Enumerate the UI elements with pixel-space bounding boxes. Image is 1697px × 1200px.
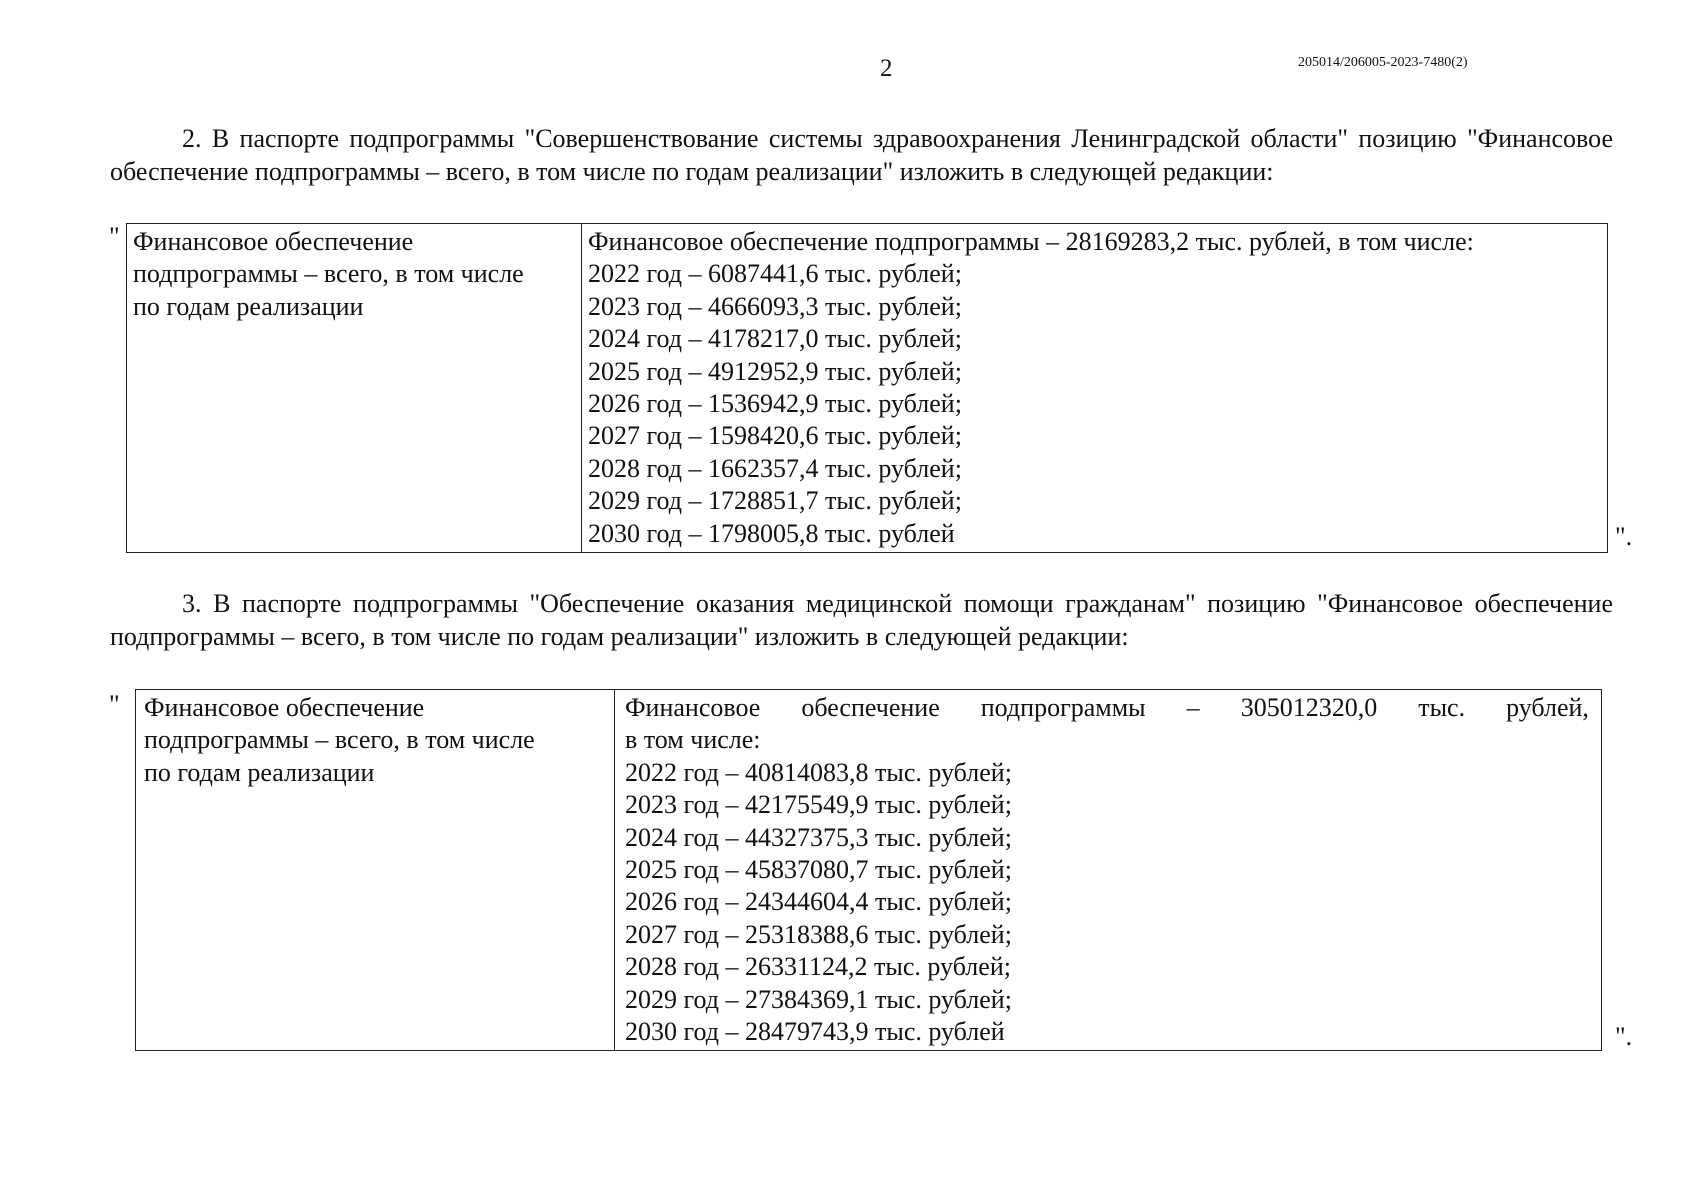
- label-line: по годам реализации: [133, 291, 364, 321]
- section-2-paragraph: [110, 122, 1613, 188]
- year-line: 2022 год – 40814083,8 тыс. рублей;: [625, 757, 1012, 787]
- year-line: 2026 год – 24344604,4 тыс. рублей;: [625, 887, 1012, 917]
- year-line: 2023 год – 42175549,9 тыс. рублей;: [625, 790, 1012, 820]
- year-line: 2027 год – 1598420,6 тыс. рублей;: [588, 421, 962, 451]
- year-line: 2025 год – 4912952,9 тыс. рублей;: [588, 356, 962, 386]
- total-line: [625, 692, 1589, 724]
- value-cell: [615, 690, 1602, 1051]
- total-word: рублей,: [1506, 693, 1589, 722]
- year-line: 2029 год – 27384369,1 тыс. рублей;: [625, 984, 1012, 1014]
- page-number: 2: [880, 55, 893, 82]
- total-line: Финансовое обеспечение подпрограммы – 28169283,2 тыс. рублей, в том числе:: [588, 227, 1474, 256]
- year-line: 2030 год – 28479743,9 тыс. рублей: [625, 1017, 1005, 1047]
- section-2-close-quote: ".: [1615, 522, 1633, 551]
- total-word: –: [1186, 693, 1200, 722]
- year-line: 2024 год – 4178217,0 тыс. рублей;: [588, 324, 962, 354]
- label-line: подпрограммы – всего, в том числе: [144, 725, 535, 755]
- section-3-close-quote: ".: [1615, 1022, 1633, 1051]
- section-2-open-quote: ": [109, 222, 120, 251]
- section-3-open-quote: ": [109, 690, 120, 719]
- year-line: 2024 год – 44327375,3 тыс. рублей;: [625, 822, 1012, 852]
- year-line: 2022 год – 6087441,6 тыс. рублей;: [588, 259, 962, 289]
- total-word: тыс.: [1418, 693, 1466, 722]
- year-line: 2028 год – 1662357,4 тыс. рублей;: [588, 453, 962, 483]
- total-word: 305012320,0: [1240, 693, 1378, 722]
- year-line: 2023 год – 4666093,3 тыс. рублей;: [588, 291, 962, 321]
- total-word: подпрограммы: [980, 693, 1146, 722]
- year-line: 2030 год – 1798005,8 тыс. рублей: [588, 518, 955, 548]
- label-cell: [136, 690, 615, 1051]
- section-3-paragraph: [110, 587, 1613, 653]
- year-line: 2027 год – 25318388,6 тыс. рублей;: [625, 919, 1012, 949]
- section-3-passport-table: [135, 689, 1602, 1051]
- table-row: [127, 224, 1608, 553]
- section-3-paragraph-text: 3. В паспорте подпрограммы "Обеспечение оказания медицинской помощи гражданам" позицию "Финансовое обеспечение подпрограммы – всего, в том числе по годам реализации" изложить в следующей редакции:: [110, 589, 1613, 651]
- value-cell: [582, 224, 1608, 553]
- year-line: 2028 год – 26331124,2 тыс. рублей;: [625, 952, 1011, 982]
- label-line: по годам реализации: [144, 757, 375, 787]
- table-row: [136, 690, 1602, 1051]
- total-line-continuation: в том числе:: [625, 725, 761, 755]
- document-code: 205014/206005-2023-7480(2): [1298, 55, 1468, 70]
- year-line: 2025 год – 45837080,7 тыс. рублей;: [625, 855, 1012, 885]
- section-2-passport-table: [126, 223, 1608, 553]
- total-word: обеспечение: [801, 693, 940, 722]
- label-line: Финансовое обеспечение: [144, 693, 425, 722]
- year-line: 2029 год – 1728851,7 тыс. рублей;: [588, 486, 962, 516]
- year-line: 2026 год – 1536942,9 тыс. рублей;: [588, 389, 962, 419]
- label-cell: [127, 224, 582, 553]
- total-word: Финансовое: [625, 693, 761, 722]
- label-line: подпрограммы – всего, в том числе: [133, 259, 524, 289]
- label-line: Финансовое обеспечение: [133, 227, 414, 256]
- section-2-paragraph-text: 2. В паспорте подпрограммы "Совершенствование системы здравоохранения Ленинградской области" позицию "Финансовое обеспечение подпрограммы – всего, в том числе по годам реализации" изложить в следующей редакции:: [110, 124, 1613, 186]
